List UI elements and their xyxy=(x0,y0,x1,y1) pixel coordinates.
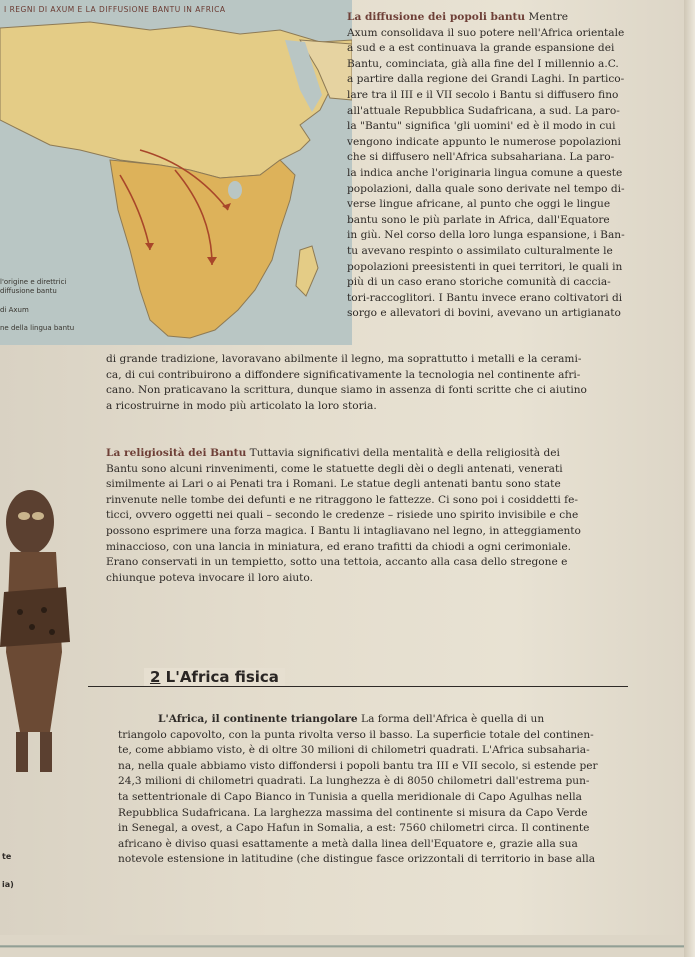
text-line: a partire dalla regione dei Grandi Laghi. In partico- xyxy=(347,73,625,86)
religion-first-line xyxy=(106,446,658,462)
text-line: più di un caso erano storiche comunità di caccia- xyxy=(347,276,611,289)
legend-item: ne della lingua bantu xyxy=(0,324,75,332)
madagascar xyxy=(296,246,318,296)
text-line: africano è diviso quasi esattamente a metà dalla linea dell'Equatore e, grazie alla sua xyxy=(118,837,578,850)
text-line: all'attuale Repubblica Sudafricana, a sud. La paro- xyxy=(347,104,620,117)
text-line: Erano conservati in un tempietto, sotto una tettoia, accanto alla casa dello stregone e xyxy=(106,556,568,569)
text-line: a ricostruirne in modo più articolato la loro storia. xyxy=(106,399,377,412)
section-number: 2 xyxy=(150,668,161,686)
physical-paragraph xyxy=(118,712,670,868)
map-title: I REGNI DI AXUM E LA DIFFUSIONE BANTU IN AFRICA xyxy=(4,5,226,14)
ancestor-statue-photo xyxy=(0,482,78,782)
text-line: la indica anche l'originaria lingua comune a queste xyxy=(347,166,623,179)
text-line: possono esprimere una forza magica. I Bantu li intagliavano nel legno, in atteggiamento xyxy=(106,524,581,537)
religion-heading: La religiosità dei Bantu xyxy=(106,447,247,459)
paragraph-continuation xyxy=(106,352,658,414)
heading-bantu: La diffusione dei popoli bantu xyxy=(347,11,526,23)
section-header xyxy=(88,668,628,688)
section-rule xyxy=(88,686,628,687)
section-title xyxy=(144,668,285,686)
text-line: rinvenute nelle tombe dei defunti e ne ritraggono le fattezze. Ci sono poi i cosiddetti fe- xyxy=(106,493,578,506)
text-line: a sud e a est continuava la grande espansione dei xyxy=(347,42,615,55)
text-line: minaccioso, con una lancia in miniatura, ed erano trafitti da chiodi a ogni cerimoniale. xyxy=(106,540,572,553)
text-line: in Senegal, a ovest, a Capo Hafun in Somalia, a est: 7560 chilometri circa. Il continente xyxy=(118,822,590,835)
physical-heading: L'Africa, il continente triangolare xyxy=(158,713,358,725)
text-line: La forma dell'Africa è quella di un xyxy=(361,713,545,725)
text-line: tori-raccoglitori. I Bantu invece erano coltivatori di xyxy=(347,291,623,304)
text-line: bantu sono le più parlate in Africa, dall'Equatore xyxy=(347,213,610,226)
text-line: che si diffusero nell'Africa subsahariana. La paro- xyxy=(347,151,615,164)
text-line: la "Bantu" significa 'gli uomini' ed è il modo in cui xyxy=(347,120,616,133)
text-line: ca, di cui contribuirono a diffondere significativamente la tecnologia nel continente afri- xyxy=(106,368,581,381)
text-line: Repubblica Sudafricana. La larghezza massima del continente si misura da Capo Verde xyxy=(118,806,588,819)
religion-paragraph xyxy=(106,446,658,586)
text-line: similmente ai Lari o ai Penati tra i Romani. Le statue degli antenati bantu sono state xyxy=(106,478,561,491)
page-gutter xyxy=(684,0,695,957)
text-line: di grande tradizione, lavoravano abilmente il legno, ma soprattutto i metalli e la cerami- xyxy=(106,353,582,365)
text-line: tu avevano respinto o assimilato culturalmente le xyxy=(347,244,613,257)
text-line: notevole estensione in latitudine (che distingue fasce orizzontali di territorio in base alla xyxy=(118,853,596,866)
text-line: cano. Non praticavano la scrittura, dunque siamo in assenza di fonti scritte che ci aiutino xyxy=(106,384,587,397)
text-line: popolazioni preesistenti in quei territori, le quali in xyxy=(347,260,623,273)
text-line: verse lingue africane, al punto che oggi le lingue xyxy=(347,198,611,211)
text-line: Bantu sono alcuni rinvenimenti, come le statuette degli dèi o degli antenati, venerati xyxy=(106,462,563,475)
legend-item: di Axum xyxy=(0,306,29,314)
heading-tail: Mentre xyxy=(528,11,569,23)
bantu-area xyxy=(110,160,295,338)
text-line: Axum consolidava il suo potere nell'Africa orientale xyxy=(347,26,625,39)
physical-first-line xyxy=(118,712,670,728)
text-line: Bantu, cominciata, già alla fine del I millennio a.C. xyxy=(347,57,619,70)
page-bottom-band xyxy=(0,935,684,957)
text-line: te, come abbiamo visto, è di oltre 30 milioni di chilometri quadrati. L'Africa subsaharia- xyxy=(118,744,590,757)
column-heading-line xyxy=(347,10,683,26)
margin-note: ia) xyxy=(2,880,14,889)
text-line: chiunque poteva invocare il loro aiuto. xyxy=(106,571,313,584)
text-line: Tuttavia significativi della mentalità e della religiosità dei xyxy=(249,447,560,459)
text-line: sorgo e allevatori di bovini, avevano un artigianato xyxy=(347,307,621,320)
legend-item: diffusione bantu xyxy=(0,287,57,295)
text-line: 24,3 milioni di chilometri quadrati. La lunghezza è di 8050 chilometri dall'estrema pun- xyxy=(118,775,590,788)
text-line: ticci, ovvero oggetti nei quali – secondo le credenze – risiede uno spirito invisibile e che xyxy=(106,509,579,522)
right-column xyxy=(347,10,683,322)
text-line: ta settentrionale di Capo Bianco in Tunisia a quella meridionale di Capo Agulhas nella xyxy=(118,790,582,803)
margin-note: te xyxy=(2,852,12,861)
text-line: na, nella quale abbiamo visto diffondersi i popoli bantu tra III e VII secolo, si estende per xyxy=(118,759,598,772)
text-line: triangolo capovolto, con la punta rivolta verso il basso. La superficie totale del continen- xyxy=(118,728,594,741)
great-lakes xyxy=(228,181,242,199)
text-line: in giù. Nel corso della loro lunga espansione, i Ban- xyxy=(347,229,625,242)
section-label: L'Africa fisica xyxy=(165,668,279,686)
text-line: vengono indicate appunto le numerose popolazioni xyxy=(347,135,621,148)
legend-item: l'origine e direttrici xyxy=(0,278,67,286)
text-line: popolazioni, dalla quale sono derivate nel tempo di- xyxy=(347,182,625,195)
text-line: lare tra il III e il VII secolo i Bantu si diffusero fino xyxy=(347,88,619,101)
